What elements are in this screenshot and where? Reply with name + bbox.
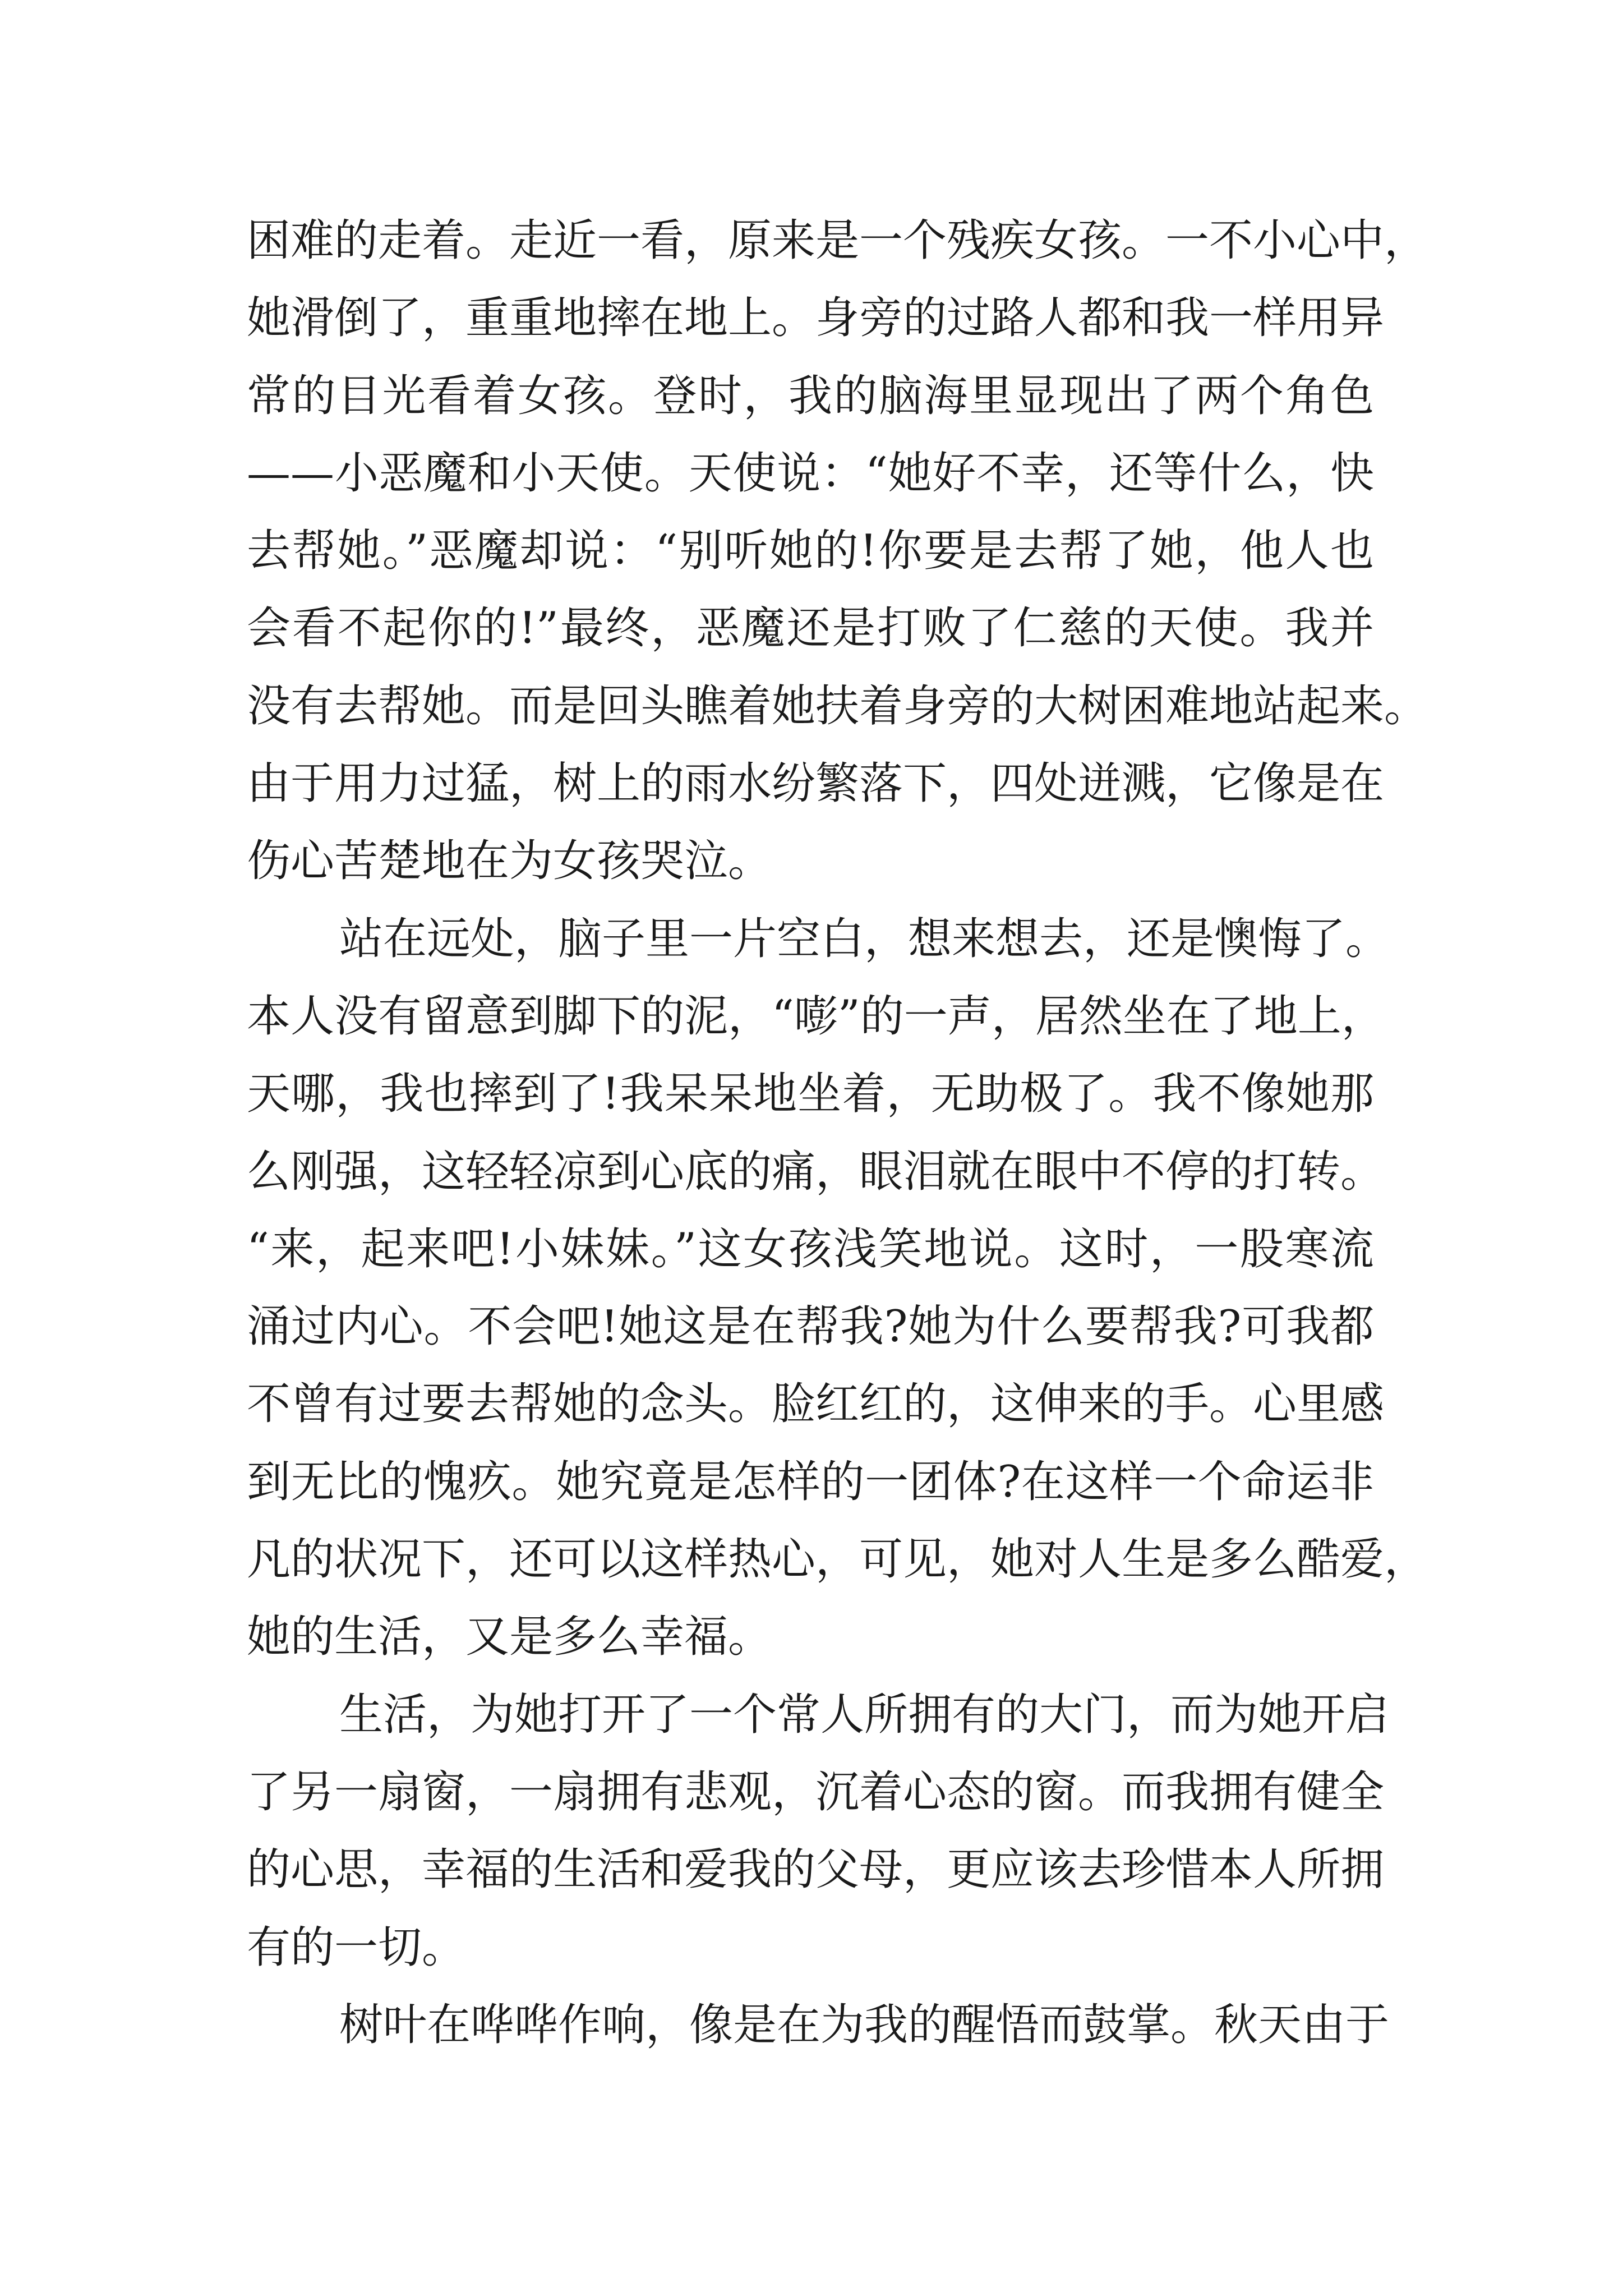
- text-line: 不曾有过要去帮她的念头。脸红红的，这伸来的手。心里感: [247, 1379, 1385, 1430]
- text-line: 么刚强，这轻轻凉到心底的痛，眼泪就在眼中不停的打转。: [247, 1146, 1385, 1197]
- text-line: 常的目光看着女孩。登时，我的脑海里显现出了两个角色: [247, 370, 1374, 421]
- text-line: 她滑倒了，重重地摔在地上。身旁的过路人都和我一样用异: [247, 293, 1385, 344]
- text-line: 生活，为她打开了一个常人所拥有的大门，而为她开启: [339, 1689, 1390, 1740]
- text-line: 了另一扇窗，一扇拥有悲观，沉着心态的窗。而我拥有健全: [247, 1766, 1385, 1818]
- text-line: 去帮她。”恶魔却说：“别听她的!你要是去帮了她，他人也: [247, 526, 1374, 577]
- text-line: 没有去帮她。而是回头瞧着她扶着身旁的大树困难地站起来。: [247, 680, 1428, 731]
- paragraph: [247, 900, 1428, 1676]
- paragraph: [247, 202, 1428, 900]
- body-text: [247, 202, 1428, 2064]
- text-line: “来，起来吧!小妹妹。”这女孩浅笑地说。这时，一股寒流: [247, 1223, 1374, 1274]
- text-line: 她的生活，又是多么幸福。: [247, 1612, 772, 1663]
- text-line: 会看不起你的!”最终，恶魔还是打败了仁慈的天使。我并: [247, 603, 1374, 654]
- text-line: 站在远处，脑子里一片空白，想来想去，还是懊悔了。: [339, 913, 1390, 964]
- paragraph: [247, 1986, 1424, 2064]
- text-line: 有的一切。: [247, 1922, 466, 1973]
- text-line: 涌过内心。不会吧!她这是在帮我?她为什么要帮我?可我都: [247, 1301, 1374, 1352]
- paragraph: [247, 1676, 1424, 1986]
- text-line: 本人没有留意到脚下的泥，“嘭”的一声，居然坐在了地上，: [247, 991, 1385, 1042]
- text-line: 树叶在哗哗作响，像是在为我的醒悟而鼓掌。秋天由于: [339, 1999, 1390, 2050]
- text-line: 由于用力过猛，树上的雨水纷繁落下，四处迸溅，它像是在: [247, 758, 1385, 809]
- text-line: 困难的走着。走近一看，原来是一个残疾女孩。一不小心中，: [247, 215, 1428, 266]
- text-line: 天哪，我也摔到了!我呆呆地坐着，无助极了。我不像她那: [247, 1069, 1374, 1120]
- text-line: 伤心苦楚地在为女孩哭泣。: [247, 836, 772, 887]
- text-line: 凡的状况下，还可以这样热心，可见，她对人生是多么酷爱，: [247, 1534, 1428, 1585]
- text-line: 到无比的愧疚。她究竟是怎样的一团体?在这样一个命运非: [247, 1456, 1374, 1507]
- text-line: 的心思，幸福的生活和爱我的父母，更应该去珍惜本人所拥: [247, 1844, 1385, 1895]
- text-line: ——小恶魔和小天使。天使说：“她好不幸，还等什么，快: [247, 448, 1374, 499]
